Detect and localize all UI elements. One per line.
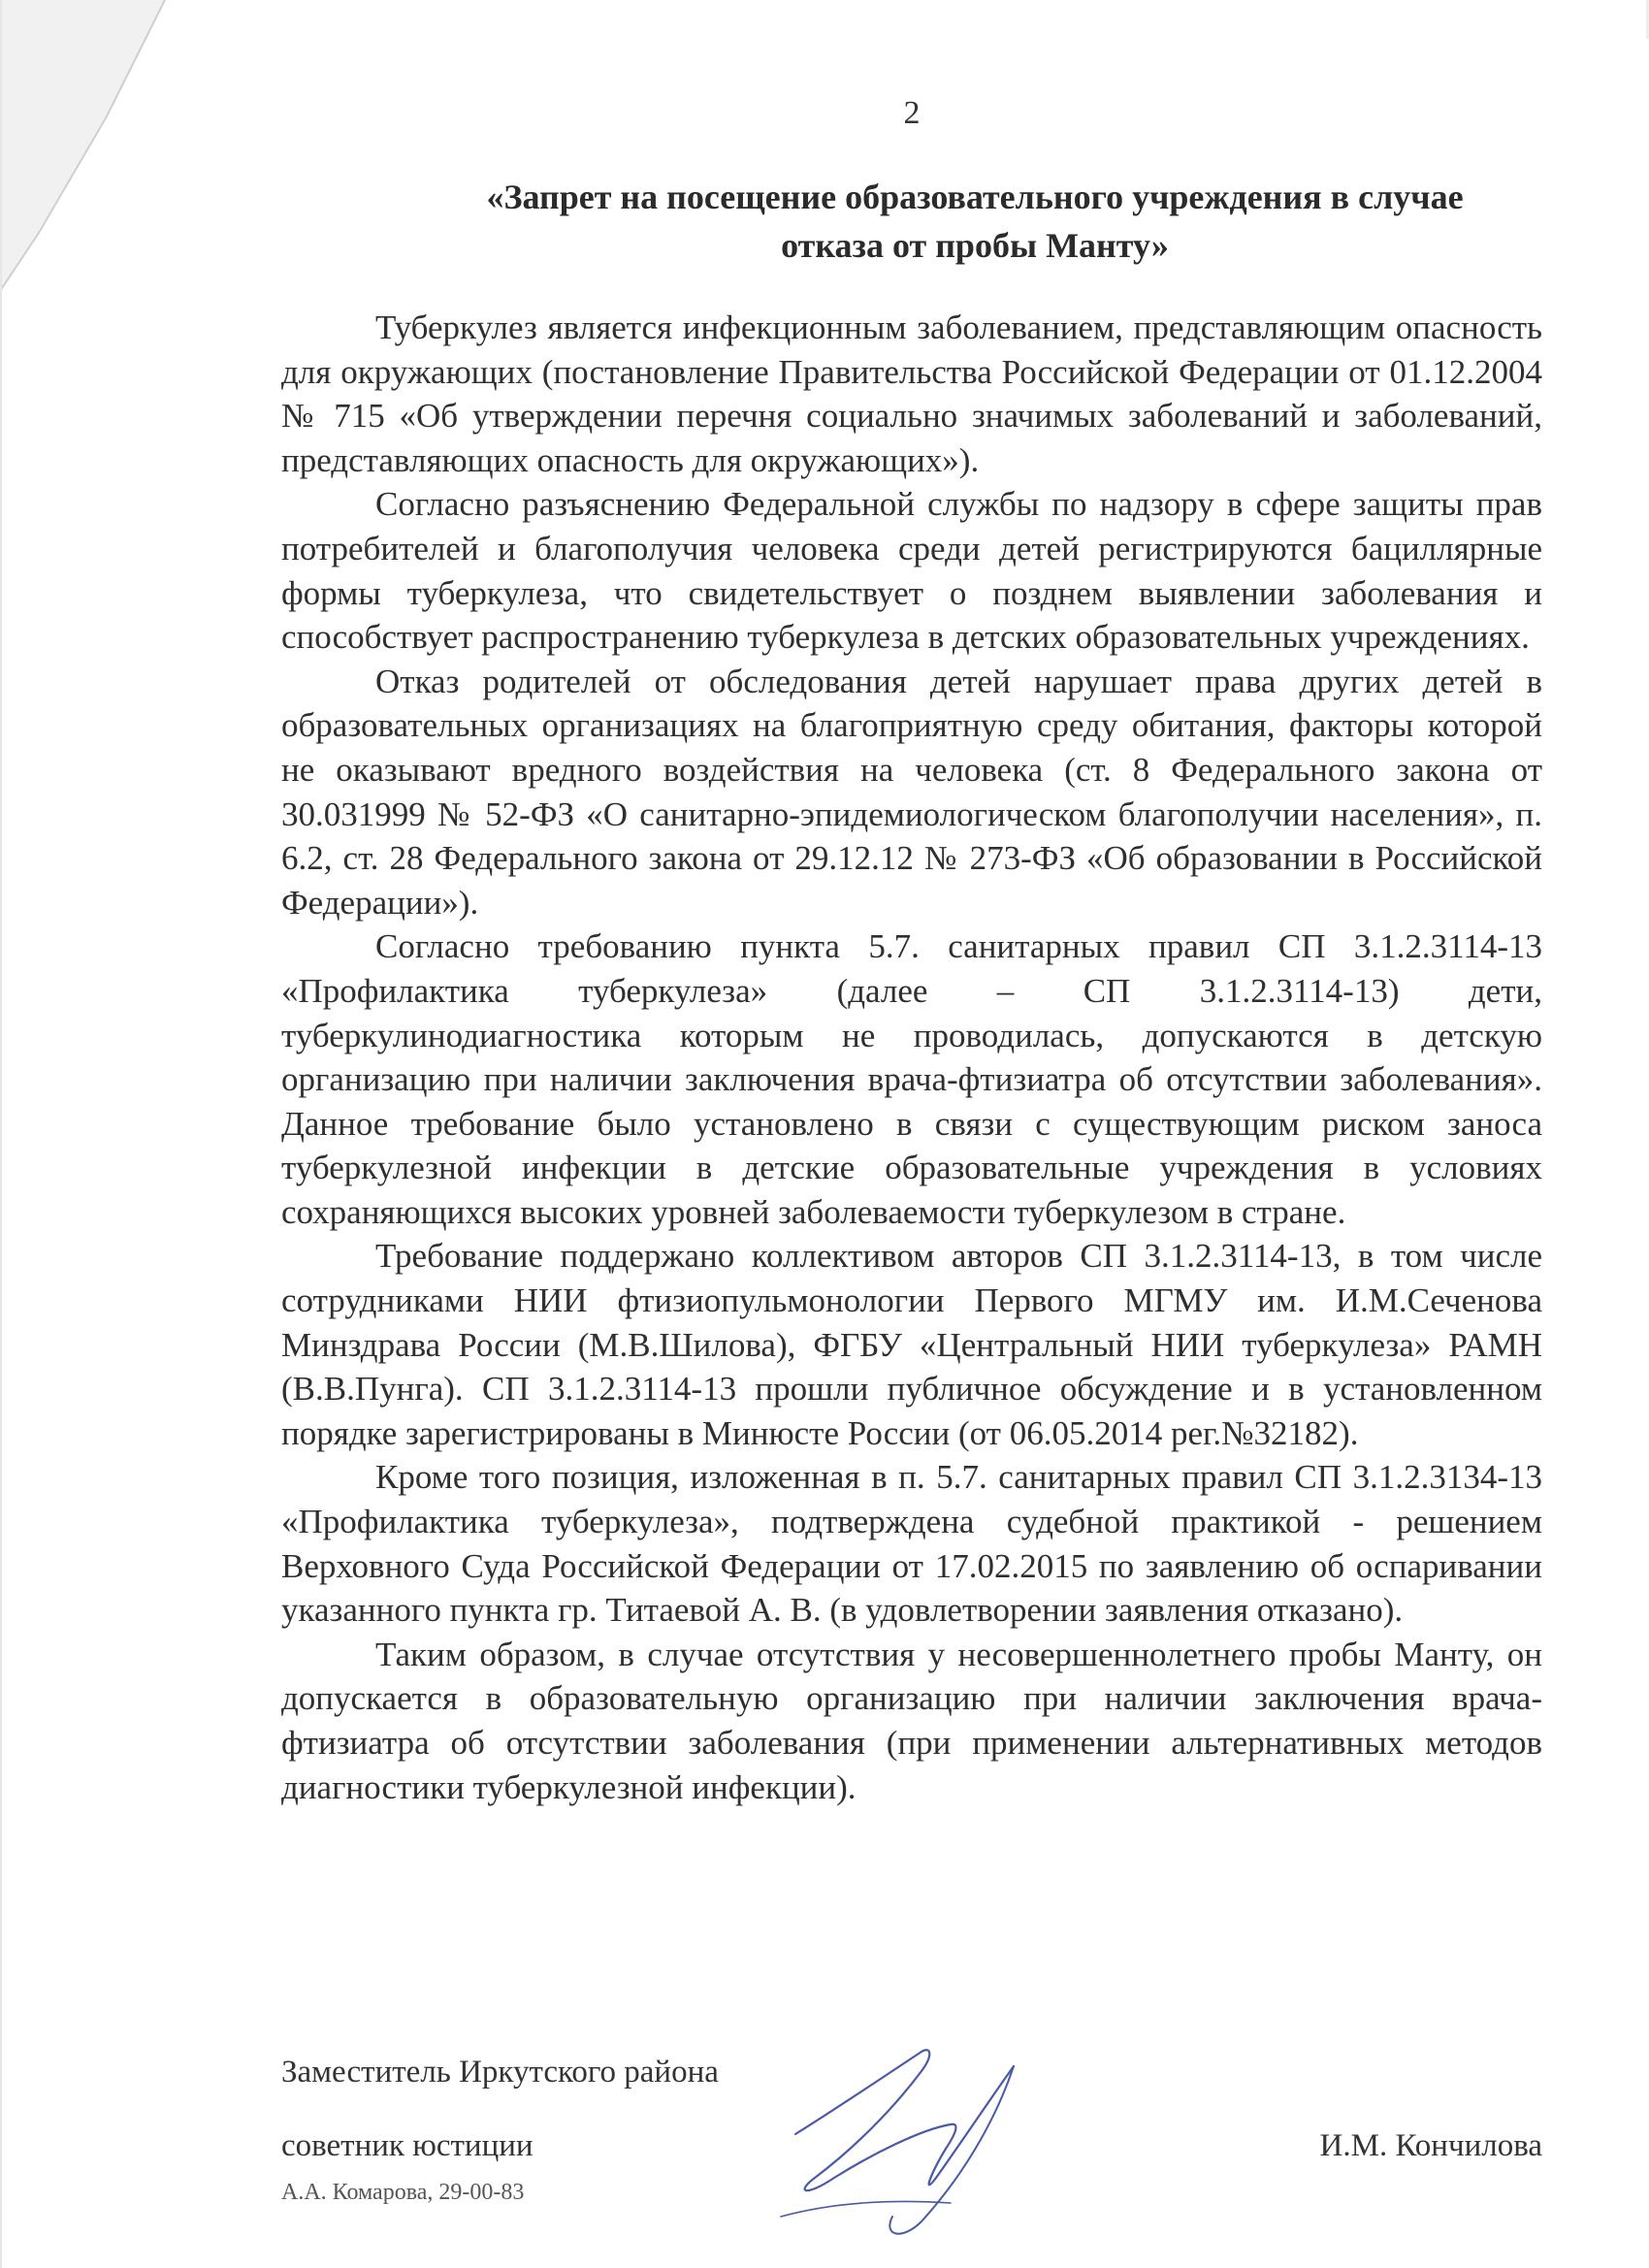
signer-name: И.М. Кончилова <box>1319 2128 1542 2163</box>
signer-rank: советник юстиции <box>281 2128 534 2163</box>
document-body <box>281 306 1542 1809</box>
paragraph-1: Туберкулез является инфекционным заболеванием, представляющим опасность для окружающих (постановление Правительства Российской Федерации от 01.12.2004 № 715 «Об утверждении перечня социально значимых заболеваний и заболеваний, представляющих опасность для окружающих»). <box>281 308 1542 479</box>
paragraph-2: Согласно разъяснению Федеральной службы по надзору в сфере защиты прав потребителей и благополучия человека среди детей регистрируются бациллярные формы туберкулеза, что свидетельствует о позднем выявлении заболевания и способствует распространению туберкулеза в детских образовательных учреждениях. <box>281 485 1542 657</box>
signer-position: Заместитель Иркутского района <box>281 2055 719 2090</box>
paragraph-3: Отказ родителей от обследования детей нарушает права других детей в образовательных организациях на благоприятную среду обитания, факторы которой не оказывают вредного воздействия на человека (ст. 8 Федерального закона от 30.031999 № 52-ФЗ «О санитарно-эпидемиологическом благополучии населения», п. 6.2, ст. 28 Федерального закона от 29.12.12 № 273-ФЗ «Об образовании в Российской Федерации»). <box>281 662 1542 922</box>
handwritten-signature <box>776 2032 1067 2241</box>
paragraph-4: Согласно требованию пункта 5.7. санитарных правил СП 3.1.2.3114-13 «Профилактика туберкулеза» (далее – СП 3.1.2.3114-13) дети, туберкулинодиагностика которым не проводилась, допускаются в детскую организацию при наличии заключения врача-фтизиатра об отсутствии заболевания». Данное требование было установлено в связи с существующим риском заноса туберкулезной инфекции в детские образовательные учреждения в условиях сохраняющихся высоких уровней заболеваемости туберкулезом в стране. <box>281 927 1542 1231</box>
paragraph-7: Таким образом, в случае отсутствия у несовершеннолетнего пробы Манту, он допускается в образовательную организацию при наличии заключения врача-фтизиатра об отсутствии заболевания (при применении альтернативных методов диагностики туберкулезной инфекции). <box>281 1635 1542 1806</box>
executor-contact: А.А. Комарова, 29-00-83 <box>281 2180 525 2205</box>
title-line-2: отказа от пробы Манту» <box>781 226 1169 265</box>
paragraph-5: Требование поддержано коллективом авторов СП 3.1.2.3114-13, в том числе сотрудниками НИИ фтизиопульмонологии Первого МГМУ им. И.М.Сеченова Минздрава России (М.В.Шилова), ФГБУ «Центральный НИИ туберкулеза» РАМН (В.В.Пунга). СП 3.1.2.3114-13 прошли публичное обсуждение и в установленном порядке зарегистрированы в Минюсте России (от 06.05.2014 рег.№32182). <box>281 1237 1542 1452</box>
page-number: 2 <box>903 95 921 131</box>
document-title <box>407 173 1542 270</box>
title-line-1: «Запрет на посещение образовательного учреждения в случае <box>486 178 1464 216</box>
paragraph-6: Кроме того позиция, изложенная в п. 5.7. санитарных правил СП 3.1.2.3134-13 «Профилактика туберкулеза», подтверждена судебной практикой - решением Верховного Суда Российской Федерации от 17.02.2015 по заявлению об оспаривании указанного пункта гр. Титаевой А. В. (в удовлетворении заявления отказано). <box>281 1458 1542 1630</box>
